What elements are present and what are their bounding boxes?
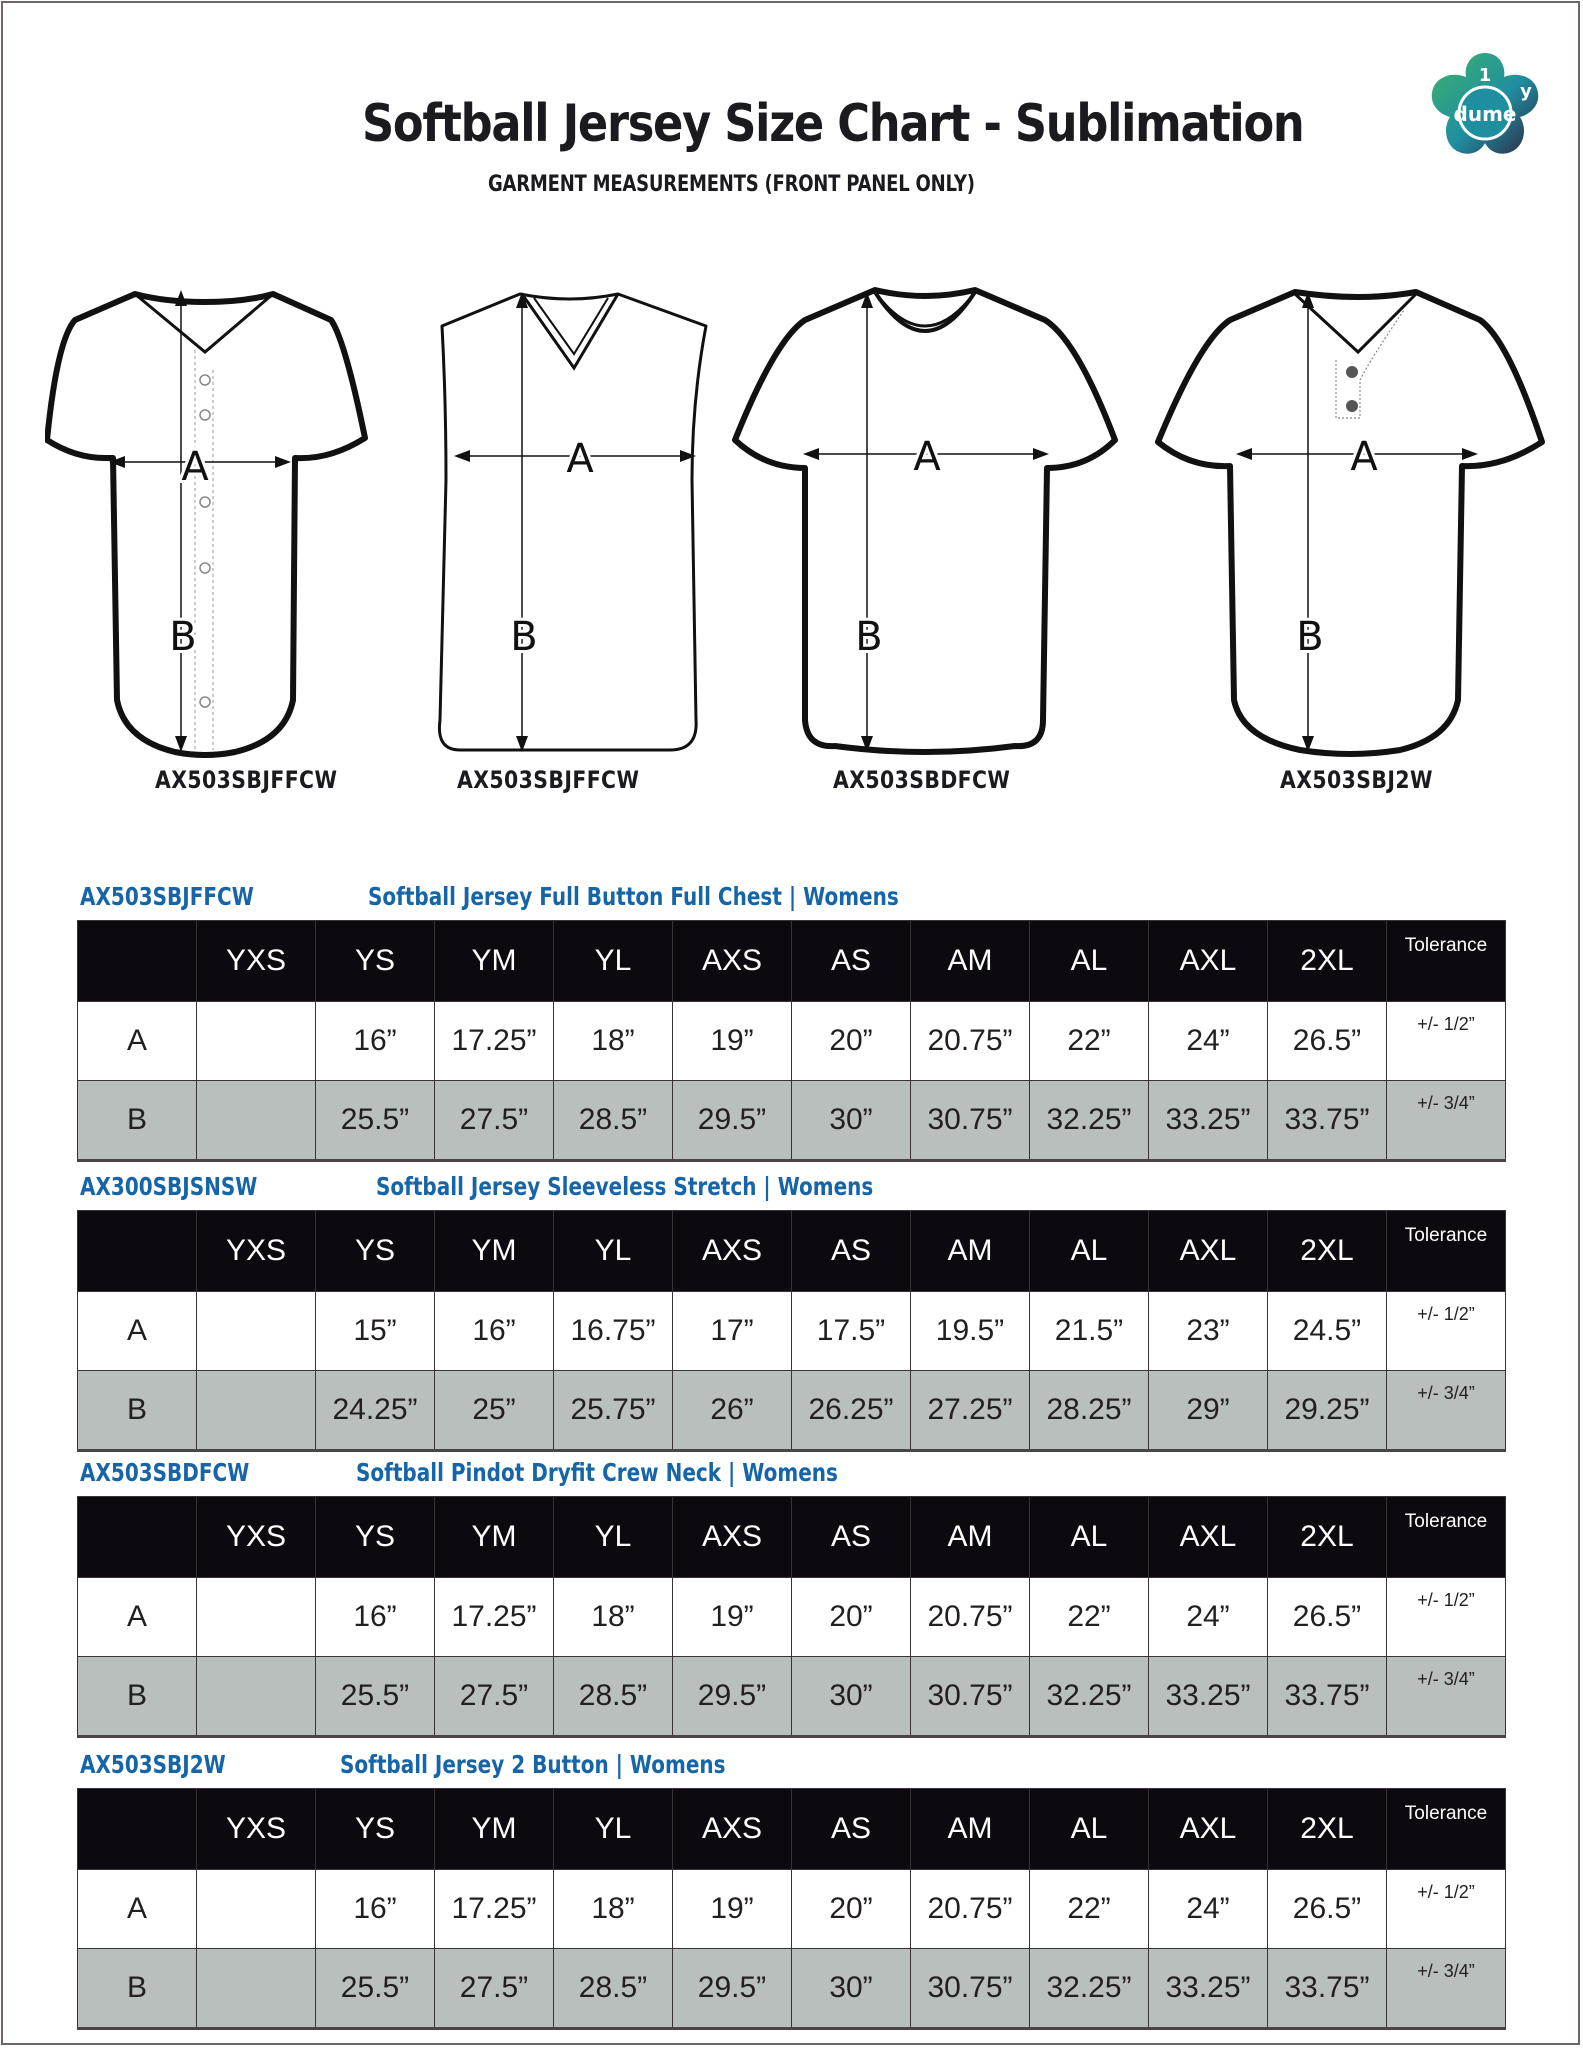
measurement-cell: 26.5” xyxy=(1268,1578,1387,1657)
measurement-cell: 29.5” xyxy=(673,1657,792,1737)
column-header: AS xyxy=(792,1497,911,1578)
table-row xyxy=(78,1657,1506,1737)
column-header: 2XL xyxy=(1268,1497,1387,1578)
section-title: Softball Pindot Dryfit Crew Neck | Womens xyxy=(356,1458,838,1487)
measurement-cell: 16.75” xyxy=(554,1292,673,1371)
column-header: YS xyxy=(316,921,435,1002)
measurement-cell: 30” xyxy=(792,1081,911,1161)
measurement-cell: 28.5” xyxy=(554,1949,673,2029)
measurement-cell: 25.5” xyxy=(316,1657,435,1737)
table-header-row xyxy=(78,921,1506,1002)
measurement-cell: 17.25” xyxy=(435,1578,554,1657)
measurement-cell: 20” xyxy=(792,1002,911,1081)
measurement-cell: 30.75” xyxy=(911,1657,1030,1737)
measure-label-a: A xyxy=(566,436,594,482)
measurement-cell: 27.5” xyxy=(435,1081,554,1161)
measurement-cell: 18” xyxy=(554,1870,673,1949)
measurement-cell: 19” xyxy=(673,1578,792,1657)
section-title: Softball Jersey Full Button Full Chest | Womens xyxy=(368,882,899,911)
measurement-cell: 24.5” xyxy=(1268,1292,1387,1371)
column-header: AS xyxy=(792,921,911,1002)
garment-full-button-illustration xyxy=(45,280,375,760)
measure-label-b: B xyxy=(1296,614,1324,660)
measurement-cell: 30” xyxy=(792,1657,911,1737)
measurement-cell: 24” xyxy=(1149,1870,1268,1949)
size-table xyxy=(77,1496,1506,1738)
measure-label-b: B xyxy=(169,614,197,660)
measurement-cell xyxy=(197,1002,316,1081)
section-title: Softball Jersey Sleeveless Stretch | Womens xyxy=(376,1172,874,1201)
table-header-row xyxy=(78,1497,1506,1578)
measurement-cell: 20.75” xyxy=(911,1578,1030,1657)
garment-code-2: AX503SBJFFCW xyxy=(457,766,640,794)
measurement-cell: 18” xyxy=(554,1002,673,1081)
measurement-cell: 27.5” xyxy=(435,1657,554,1737)
measurement-cell: 16” xyxy=(316,1578,435,1657)
column-header xyxy=(78,1789,197,1870)
measurement-cell: 32.25” xyxy=(1030,1081,1149,1161)
column-header xyxy=(78,921,197,1002)
section-code: AX503SBJFFCW xyxy=(80,882,254,911)
table-row xyxy=(78,1949,1506,2029)
size-table xyxy=(77,1210,1506,1452)
tolerance-cell: +/- 1/2” xyxy=(1387,1002,1506,1081)
measurement-cell: 17.5” xyxy=(792,1292,911,1371)
column-header: AXS xyxy=(673,1211,792,1292)
section-code: AX503SBDFCW xyxy=(80,1458,250,1487)
section-code: AX300SBJSNSW xyxy=(80,1172,258,1201)
measurement-cell: 21.5” xyxy=(1030,1292,1149,1371)
column-header: YS xyxy=(316,1211,435,1292)
column-header: YXS xyxy=(197,1211,316,1292)
row-label: B xyxy=(78,1657,197,1737)
measurement-cell: 20” xyxy=(792,1870,911,1949)
measurement-cell: 26.25” xyxy=(792,1371,911,1451)
measurement-cell: 15” xyxy=(316,1292,435,1371)
measure-label-b: B xyxy=(510,614,538,660)
row-label: A xyxy=(78,1292,197,1371)
column-header: YM xyxy=(435,1789,554,1870)
column-header xyxy=(78,1211,197,1292)
measurement-cell: 16” xyxy=(435,1292,554,1371)
measurement-cell: 24” xyxy=(1149,1002,1268,1081)
measurement-cell: 33.25” xyxy=(1149,1081,1268,1161)
measurement-cell: 26.5” xyxy=(1268,1870,1387,1949)
column-header: AM xyxy=(911,1497,1030,1578)
column-header-tolerance: Tolerance xyxy=(1387,1211,1506,1292)
measurement-cell: 19.5” xyxy=(911,1292,1030,1371)
column-header xyxy=(78,1497,197,1578)
column-header-tolerance: Tolerance xyxy=(1387,1497,1506,1578)
measurement-cell: 33.75” xyxy=(1268,1949,1387,2029)
measurement-cell: 27.5” xyxy=(435,1949,554,2029)
measure-label-a: A xyxy=(1350,434,1378,480)
column-header: YXS xyxy=(197,921,316,1002)
garment-code-3: AX503SBDFCW xyxy=(833,766,1011,794)
column-header: AM xyxy=(911,1211,1030,1292)
measurement-cell: 28.5” xyxy=(554,1081,673,1161)
measurement-cell: 22” xyxy=(1030,1002,1149,1081)
column-header: YS xyxy=(316,1497,435,1578)
measurement-cell: 30.75” xyxy=(911,1949,1030,2029)
measurement-cell: 33.75” xyxy=(1268,1081,1387,1161)
column-header: AXL xyxy=(1149,1789,1268,1870)
measurement-cell: 20” xyxy=(792,1578,911,1657)
page-subtitle: GARMENT MEASUREMENTS (FRONT PANEL ONLY) xyxy=(488,172,975,197)
column-header: YL xyxy=(554,1497,673,1578)
size-table xyxy=(77,1788,1506,2030)
measurement-cell: 33.25” xyxy=(1149,1949,1268,2029)
tolerance-cell: +/- 1/2” xyxy=(1387,1870,1506,1949)
row-label: B xyxy=(78,1371,197,1451)
row-label: A xyxy=(78,1870,197,1949)
table-row xyxy=(78,1870,1506,1949)
logo-text: dume xyxy=(1453,102,1517,126)
garment-crew-neck-illustration xyxy=(725,280,1135,760)
measurement-cell: 29.25” xyxy=(1268,1371,1387,1451)
measurement-cell xyxy=(197,1657,316,1737)
measurement-cell: 33.25” xyxy=(1149,1657,1268,1737)
measurement-cell: 25” xyxy=(435,1371,554,1451)
column-header: YM xyxy=(435,1211,554,1292)
measurement-cell: 25.5” xyxy=(316,1081,435,1161)
column-header-tolerance: Tolerance xyxy=(1387,921,1506,1002)
measurement-cell: 20.75” xyxy=(911,1002,1030,1081)
measure-label-b: B xyxy=(855,614,883,660)
measurement-cell: 28.25” xyxy=(1030,1371,1149,1451)
measurement-cell: 18” xyxy=(554,1578,673,1657)
brand-logo-icon xyxy=(1420,45,1550,165)
tolerance-cell: +/- 3/4” xyxy=(1387,1371,1506,1451)
logo-digit: 1 xyxy=(1478,65,1492,86)
measurement-cell: 27.25” xyxy=(911,1371,1030,1451)
tolerance-cell: +/- 3/4” xyxy=(1387,1949,1506,2029)
column-header-tolerance: Tolerance xyxy=(1387,1789,1506,1870)
measurement-cell: 29.5” xyxy=(673,1081,792,1161)
measurement-cell: 24.25” xyxy=(316,1371,435,1451)
column-header: AL xyxy=(1030,1211,1149,1292)
table-row xyxy=(78,1578,1506,1657)
column-header: AXL xyxy=(1149,1497,1268,1578)
measurement-cell: 22” xyxy=(1030,1870,1149,1949)
measurement-cell: 16” xyxy=(316,1002,435,1081)
measurement-cell: 22” xyxy=(1030,1578,1149,1657)
row-label: A xyxy=(78,1002,197,1081)
measurement-cell: 28.5” xyxy=(554,1657,673,1737)
measurement-cell: 30” xyxy=(792,1949,911,2029)
measurement-cell: 26.5” xyxy=(1268,1002,1387,1081)
measurement-cell: 20.75” xyxy=(911,1870,1030,1949)
measurement-cell: 29” xyxy=(1149,1371,1268,1451)
column-header: AXS xyxy=(673,1789,792,1870)
column-header: 2XL xyxy=(1268,1211,1387,1292)
measurement-cell xyxy=(197,1578,316,1657)
tolerance-cell: +/- 3/4” xyxy=(1387,1657,1506,1737)
column-header: AL xyxy=(1030,921,1149,1002)
measurement-cell: 19” xyxy=(673,1870,792,1949)
column-header: AS xyxy=(792,1211,911,1292)
column-header: YL xyxy=(554,1789,673,1870)
tolerance-cell: +/- 1/2” xyxy=(1387,1292,1506,1371)
column-header: AL xyxy=(1030,1497,1149,1578)
table-row xyxy=(78,1371,1506,1451)
column-header: 2XL xyxy=(1268,1789,1387,1870)
measurement-cell xyxy=(197,1949,316,2029)
measurement-cell: 16” xyxy=(316,1870,435,1949)
measurement-cell: 23” xyxy=(1149,1292,1268,1371)
row-label: B xyxy=(78,1081,197,1161)
table-header-row xyxy=(78,1211,1506,1292)
column-header: AM xyxy=(911,921,1030,1002)
table-row xyxy=(78,1292,1506,1371)
measurement-cell: 19” xyxy=(673,1002,792,1081)
column-header: YXS xyxy=(197,1789,316,1870)
column-header: YXS xyxy=(197,1497,316,1578)
measurement-cell xyxy=(197,1081,316,1161)
page-title: Softball Jersey Size Chart - Sublimation xyxy=(362,94,1304,154)
section-code: AX503SBJ2W xyxy=(80,1750,226,1779)
logo-letter: y xyxy=(1520,81,1532,102)
measure-label-a: A xyxy=(181,444,209,490)
section-title: Softball Jersey 2 Button | Womens xyxy=(340,1750,726,1779)
measure-label-a: A xyxy=(913,434,941,480)
measurement-cell: 30.75” xyxy=(911,1081,1030,1161)
column-header: AXL xyxy=(1149,1211,1268,1292)
garment-code-1: AX503SBJFFCW xyxy=(155,766,338,794)
column-header: AM xyxy=(911,1789,1030,1870)
measurement-cell: 17” xyxy=(673,1292,792,1371)
column-header: AL xyxy=(1030,1789,1149,1870)
tolerance-cell: +/- 1/2” xyxy=(1387,1578,1506,1657)
measurement-cell xyxy=(197,1870,316,1949)
column-header: YS xyxy=(316,1789,435,1870)
measurement-cell: 32.25” xyxy=(1030,1949,1149,2029)
measurement-cell: 32.25” xyxy=(1030,1657,1149,1737)
measurement-cell: 25.5” xyxy=(316,1949,435,2029)
measurement-cell: 29.5” xyxy=(673,1949,792,2029)
column-header: YL xyxy=(554,1211,673,1292)
measurement-cell: 25.75” xyxy=(554,1371,673,1451)
column-header: AXS xyxy=(673,1497,792,1578)
column-header: AS xyxy=(792,1789,911,1870)
measurement-cell: 17.25” xyxy=(435,1870,554,1949)
measurement-cell xyxy=(197,1371,316,1451)
measurement-cell: 26” xyxy=(673,1371,792,1451)
table-header-row xyxy=(78,1789,1506,1870)
row-label: A xyxy=(78,1578,197,1657)
measurement-cell: 33.75” xyxy=(1268,1657,1387,1737)
column-header: YM xyxy=(435,1497,554,1578)
column-header: 2XL xyxy=(1268,921,1387,1002)
measurement-cell: 24” xyxy=(1149,1578,1268,1657)
table-row xyxy=(78,1002,1506,1081)
column-header: YL xyxy=(554,921,673,1002)
measurement-cell xyxy=(197,1292,316,1371)
column-header: AXS xyxy=(673,921,792,1002)
garment-code-4: AX503SBJ2W xyxy=(1280,766,1433,794)
column-header: YM xyxy=(435,921,554,1002)
tolerance-cell: +/- 3/4” xyxy=(1387,1081,1506,1161)
garment-two-button-illustration xyxy=(1150,280,1560,760)
row-label: B xyxy=(78,1949,197,2029)
size-table xyxy=(77,920,1506,1162)
table-row xyxy=(78,1081,1506,1161)
measurement-cell: 17.25” xyxy=(435,1002,554,1081)
garment-sleeveless-illustration xyxy=(430,280,720,760)
column-header: AXL xyxy=(1149,921,1268,1002)
